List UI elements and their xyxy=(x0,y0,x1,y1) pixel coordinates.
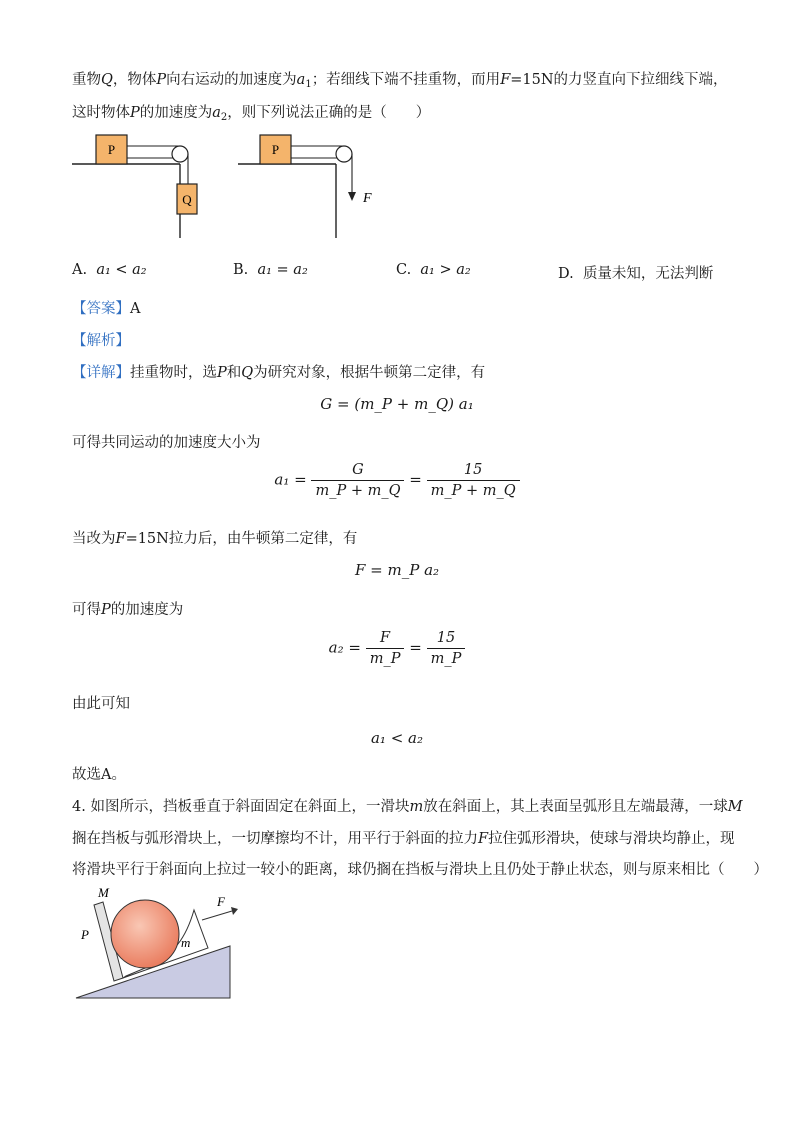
text: 挂重物时，选 xyxy=(130,365,217,381)
option-label: A. xyxy=(72,262,88,278)
fraction xyxy=(366,630,405,667)
equation-1: G = (m_P + m_Q) a₁ xyxy=(320,395,474,413)
detail-line xyxy=(72,361,485,382)
numerator: F xyxy=(366,630,405,649)
eq-lhs: a₂ = xyxy=(328,638,361,657)
option-A xyxy=(72,262,147,278)
force-arrow-line xyxy=(202,911,232,920)
var-M: M xyxy=(727,799,743,815)
var-P: P xyxy=(217,365,227,381)
denominator: m_P xyxy=(430,651,462,667)
option-label: B. xyxy=(233,262,249,278)
var-P: P xyxy=(101,602,111,618)
var-Q: Q xyxy=(101,72,113,88)
text: =15N拉力后，由牛顿第二定律，有 xyxy=(125,531,358,547)
ball-M xyxy=(111,900,179,968)
text: 向右运动的加速度为 xyxy=(166,72,297,88)
var-a: a xyxy=(212,105,221,121)
text-p-accel xyxy=(72,598,183,619)
text: 拉住弧形滑块，使球与滑块均静止，现 xyxy=(488,831,735,847)
answer-line xyxy=(72,297,140,318)
answer-tag: 【答案】 xyxy=(72,301,130,317)
numerator: G xyxy=(311,462,404,481)
text-change xyxy=(72,527,357,548)
denominator: m_P + m_Q xyxy=(315,483,401,499)
text: 当改为 xyxy=(72,531,116,547)
text: 放在斜面上，其上表面呈弧形且左端最薄，一球 xyxy=(423,799,728,815)
q4-line-2 xyxy=(72,827,735,848)
subscript: 1 xyxy=(305,79,312,90)
q4-line-3: 将滑块平行于斜面向上拉过一较小的距离，球仍搁在挡板与滑块上且仍处于静止状态，则与原来相比（ ） xyxy=(72,862,768,878)
detail-tag: 【详解】 xyxy=(72,365,130,381)
equation-4 xyxy=(0,630,794,667)
text: ；若细线下端不挂重物，而用 xyxy=(311,72,501,88)
denominator: m_P xyxy=(369,651,401,667)
text: 重物 xyxy=(72,72,101,88)
var-P: P xyxy=(156,72,167,88)
force-arrow-head xyxy=(231,907,238,915)
pulley xyxy=(336,146,352,162)
text: 4. 如图所示，挡板垂直于斜面固定在斜面上，一滑块 xyxy=(72,799,410,815)
text: 这时物体 xyxy=(72,105,130,121)
option-text: 质量未知，无法判断 xyxy=(582,266,714,282)
q3-figure xyxy=(70,130,370,242)
pulley xyxy=(172,146,188,162)
var-m: m xyxy=(409,799,424,815)
equation-2 xyxy=(0,462,794,499)
option-text: a₁ > a₂ xyxy=(420,262,471,278)
label-P: P xyxy=(271,142,280,157)
text-thus: 由此可知 xyxy=(72,696,130,712)
fraction xyxy=(427,462,520,499)
left-setup xyxy=(72,135,197,238)
text-accel: 可得共同运动的加速度大小为 xyxy=(72,435,261,451)
var-F: F xyxy=(500,72,511,88)
option-B xyxy=(233,262,308,278)
label-F: F xyxy=(363,191,372,206)
eq-lhs: a₁ = xyxy=(274,470,307,489)
text: 和 xyxy=(226,365,242,381)
option-C xyxy=(396,262,471,278)
text: ，物体 xyxy=(112,72,157,88)
fraction xyxy=(427,630,466,667)
q3-line-2 xyxy=(72,101,430,123)
option-label: D. xyxy=(558,266,574,282)
answer-value: A xyxy=(130,301,141,317)
option-D xyxy=(558,262,713,283)
option-text: a₁ = a₂ xyxy=(257,262,308,278)
var-F: F xyxy=(478,831,489,847)
label-P: P xyxy=(81,927,89,942)
conclusion: 故选A。 xyxy=(72,767,126,783)
var-a: a xyxy=(296,72,306,88)
q3-line-1 xyxy=(72,68,728,90)
label-F: F xyxy=(217,894,225,909)
analysis-tag: 【解析】 xyxy=(72,333,130,349)
text: ，则下列说法正确的是（ ） xyxy=(227,105,431,121)
label-Q: Q xyxy=(182,192,192,207)
text: 可得 xyxy=(72,602,101,618)
force-arrow-head xyxy=(348,192,356,201)
equals: = xyxy=(409,470,422,489)
fraction xyxy=(311,462,404,499)
var-Q: Q xyxy=(241,365,254,381)
equation-3: F = m_P a₂ xyxy=(354,561,440,579)
option-label: C. xyxy=(396,262,412,278)
numerator: 15 xyxy=(427,462,520,481)
equation-5: a₁ < a₂ xyxy=(370,729,424,747)
right-setup xyxy=(238,135,372,238)
q4-line-1 xyxy=(72,795,743,816)
text: 为研究对象，根据牛顿第二定律，有 xyxy=(253,365,486,381)
label-m: m xyxy=(181,935,191,950)
text: =15N的力竖直向下拉细线下端， xyxy=(510,72,728,88)
text: 的加速度为 xyxy=(139,105,213,121)
label-P: P xyxy=(107,142,116,157)
denominator: m_P + m_Q xyxy=(430,483,516,499)
subscript: 2 xyxy=(220,112,228,123)
text: 的加速度为 xyxy=(110,602,184,618)
text: 搁在挡板与弧形滑块上，一切摩擦均不计，用平行于斜面的拉力 xyxy=(72,831,478,847)
label-M: M xyxy=(98,885,109,900)
q4-figure xyxy=(70,880,250,1004)
var-F: F xyxy=(115,531,126,547)
var-P: P xyxy=(130,105,140,121)
numerator: 15 xyxy=(427,630,466,649)
equals: = xyxy=(409,638,422,657)
option-text: a₁ < a₂ xyxy=(96,262,147,278)
analysis-line xyxy=(72,329,130,350)
